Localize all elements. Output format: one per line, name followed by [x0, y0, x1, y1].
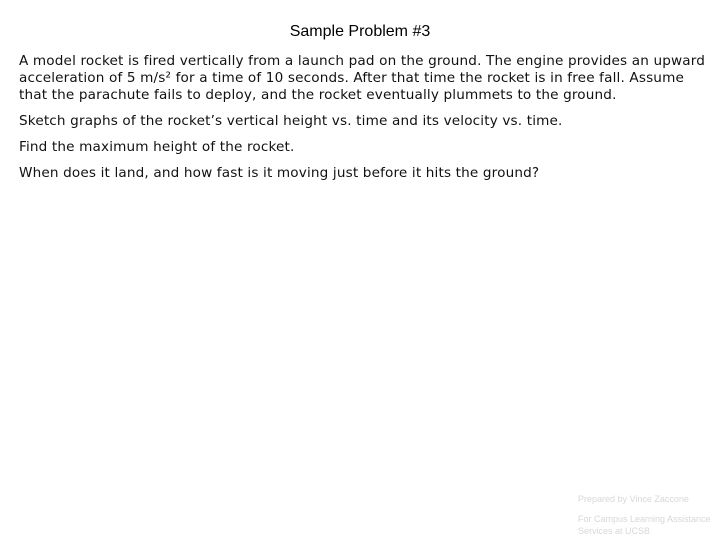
problem-body — [19, 53, 709, 191]
problem-statement: A model rocket is fired vertically from a launch pad on the ground. The engine provides an upward acceleration of 5 m/s² for a time of 10 seconds. After that time the rocket is in free fall. Assume that the parachute fails to deploy, and the rocket eventually plummets to the ground. — [19, 53, 706, 103]
footer-affiliation: For Campus Learning Assistance Services at UCSB — [578, 514, 711, 536]
slide-title: Sample Problem #3 — [289, 23, 431, 40]
question-landing: When does it land, and how fast is it moving just before it hits the ground? — [19, 165, 540, 181]
footer-credit: Prepared by Vince Zaccone — [578, 494, 689, 504]
question-max-height: Find the maximum height of the rocket. — [19, 139, 295, 155]
question-sketch-graphs: Sketch graphs of the rocket’s vertical height vs. time and its velocity vs. time. — [19, 113, 563, 129]
